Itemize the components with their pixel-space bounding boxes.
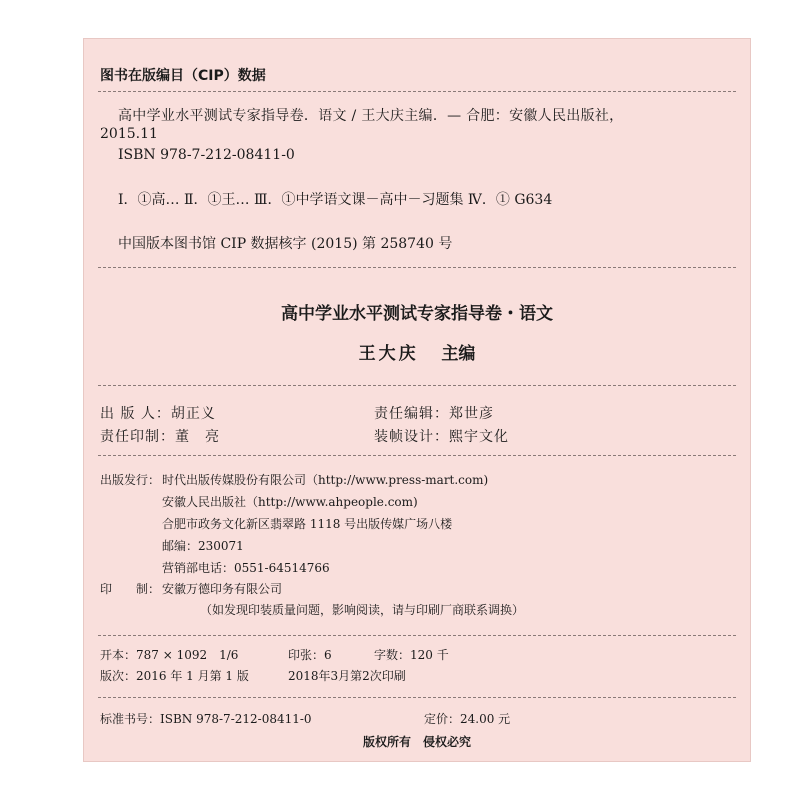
- binding-design-label: 装帧设计：: [374, 429, 449, 445]
- distribution-label: 出版发行：: [100, 473, 161, 487]
- print-supervisor-row: [100, 426, 220, 446]
- responsible-editor-name: 郑世彦: [449, 406, 494, 422]
- divider: [98, 635, 736, 636]
- divider: [98, 385, 736, 386]
- copyright-notice: 版权所有 侵权必究: [362, 735, 471, 749]
- print-supervisor-label: 责任印制：: [100, 429, 175, 445]
- cip-catalog-line: 高中学业水平测试专家指导卷．语文 / 王大庆主编．— 合肥：安徽人民出版社，: [118, 108, 624, 124]
- impression-spec: 2018年3月第2次印刷: [288, 669, 406, 683]
- cip-catalog-date: 2015.11: [100, 126, 158, 142]
- divider: [98, 91, 736, 92]
- responsible-editor-row: [374, 403, 494, 423]
- editor-role: 主编: [441, 344, 476, 364]
- divider: [98, 267, 736, 268]
- publisher-info: 安徽人民出版社（http://www.ahpeople.com): [162, 495, 418, 509]
- format-spec: 开本：787 × 1092 1/6: [100, 648, 239, 662]
- publisher-name: 胡正义: [170, 406, 216, 422]
- print-supervisor-name: 董 亮: [175, 429, 220, 445]
- address-info: 合肥市政务文化新区翡翠路 1118 号出版传媒广场八楼: [162, 517, 453, 531]
- divider: [98, 697, 736, 698]
- book-editor: [84, 339, 750, 364]
- binding-design-row: [374, 426, 509, 446]
- sales-phone-info: 营销部电话：0551-64514766: [162, 561, 330, 575]
- sheets-spec: 印张：6: [288, 648, 332, 662]
- cip-header: 图书在版编目（CIP）数据: [100, 68, 266, 84]
- edition-spec: 版次：2016 年 1 月第 1 版: [100, 669, 249, 683]
- standard-book-number: 标准书号：ISBN 978-7-212-08411-0: [100, 712, 312, 726]
- copyright-page: [83, 38, 751, 762]
- editor-name: 王大庆: [358, 344, 419, 364]
- printing-label: 印 制：: [100, 582, 161, 596]
- responsible-editor-label: 责任编辑：: [374, 406, 449, 422]
- cip-verification-number: 中国版本图书馆 CIP 数据核字 (2015) 第 258740 号: [118, 236, 453, 252]
- price: 定价：24.00 元: [424, 712, 511, 726]
- publisher-row: [100, 403, 216, 423]
- distributor-info: 时代出版传媒股份有限公司（http://www.press-mart.com): [162, 473, 489, 487]
- postcode-info: 邮编：230071: [162, 539, 244, 553]
- book-title: 高中学业水平测试专家指导卷・语文: [281, 304, 553, 324]
- printing-note: （如发现印装质量问题，影响阅读，请与印刷厂商联系调换）: [200, 603, 525, 617]
- cip-isbn: ISBN 978-7-212-08411-0: [118, 147, 295, 163]
- cip-classification: Ⅰ．①高… Ⅱ．①王… Ⅲ．①中学语文课－高中－习题集 Ⅳ．① G634: [118, 192, 553, 208]
- binding-design-name: 熙宇文化: [449, 429, 509, 445]
- printer-info: 安徽万德印务有限公司: [162, 582, 283, 596]
- words-spec: 字数：120 千: [374, 648, 449, 662]
- publisher-label: 出 版 人：: [100, 406, 171, 422]
- divider: [98, 455, 736, 456]
